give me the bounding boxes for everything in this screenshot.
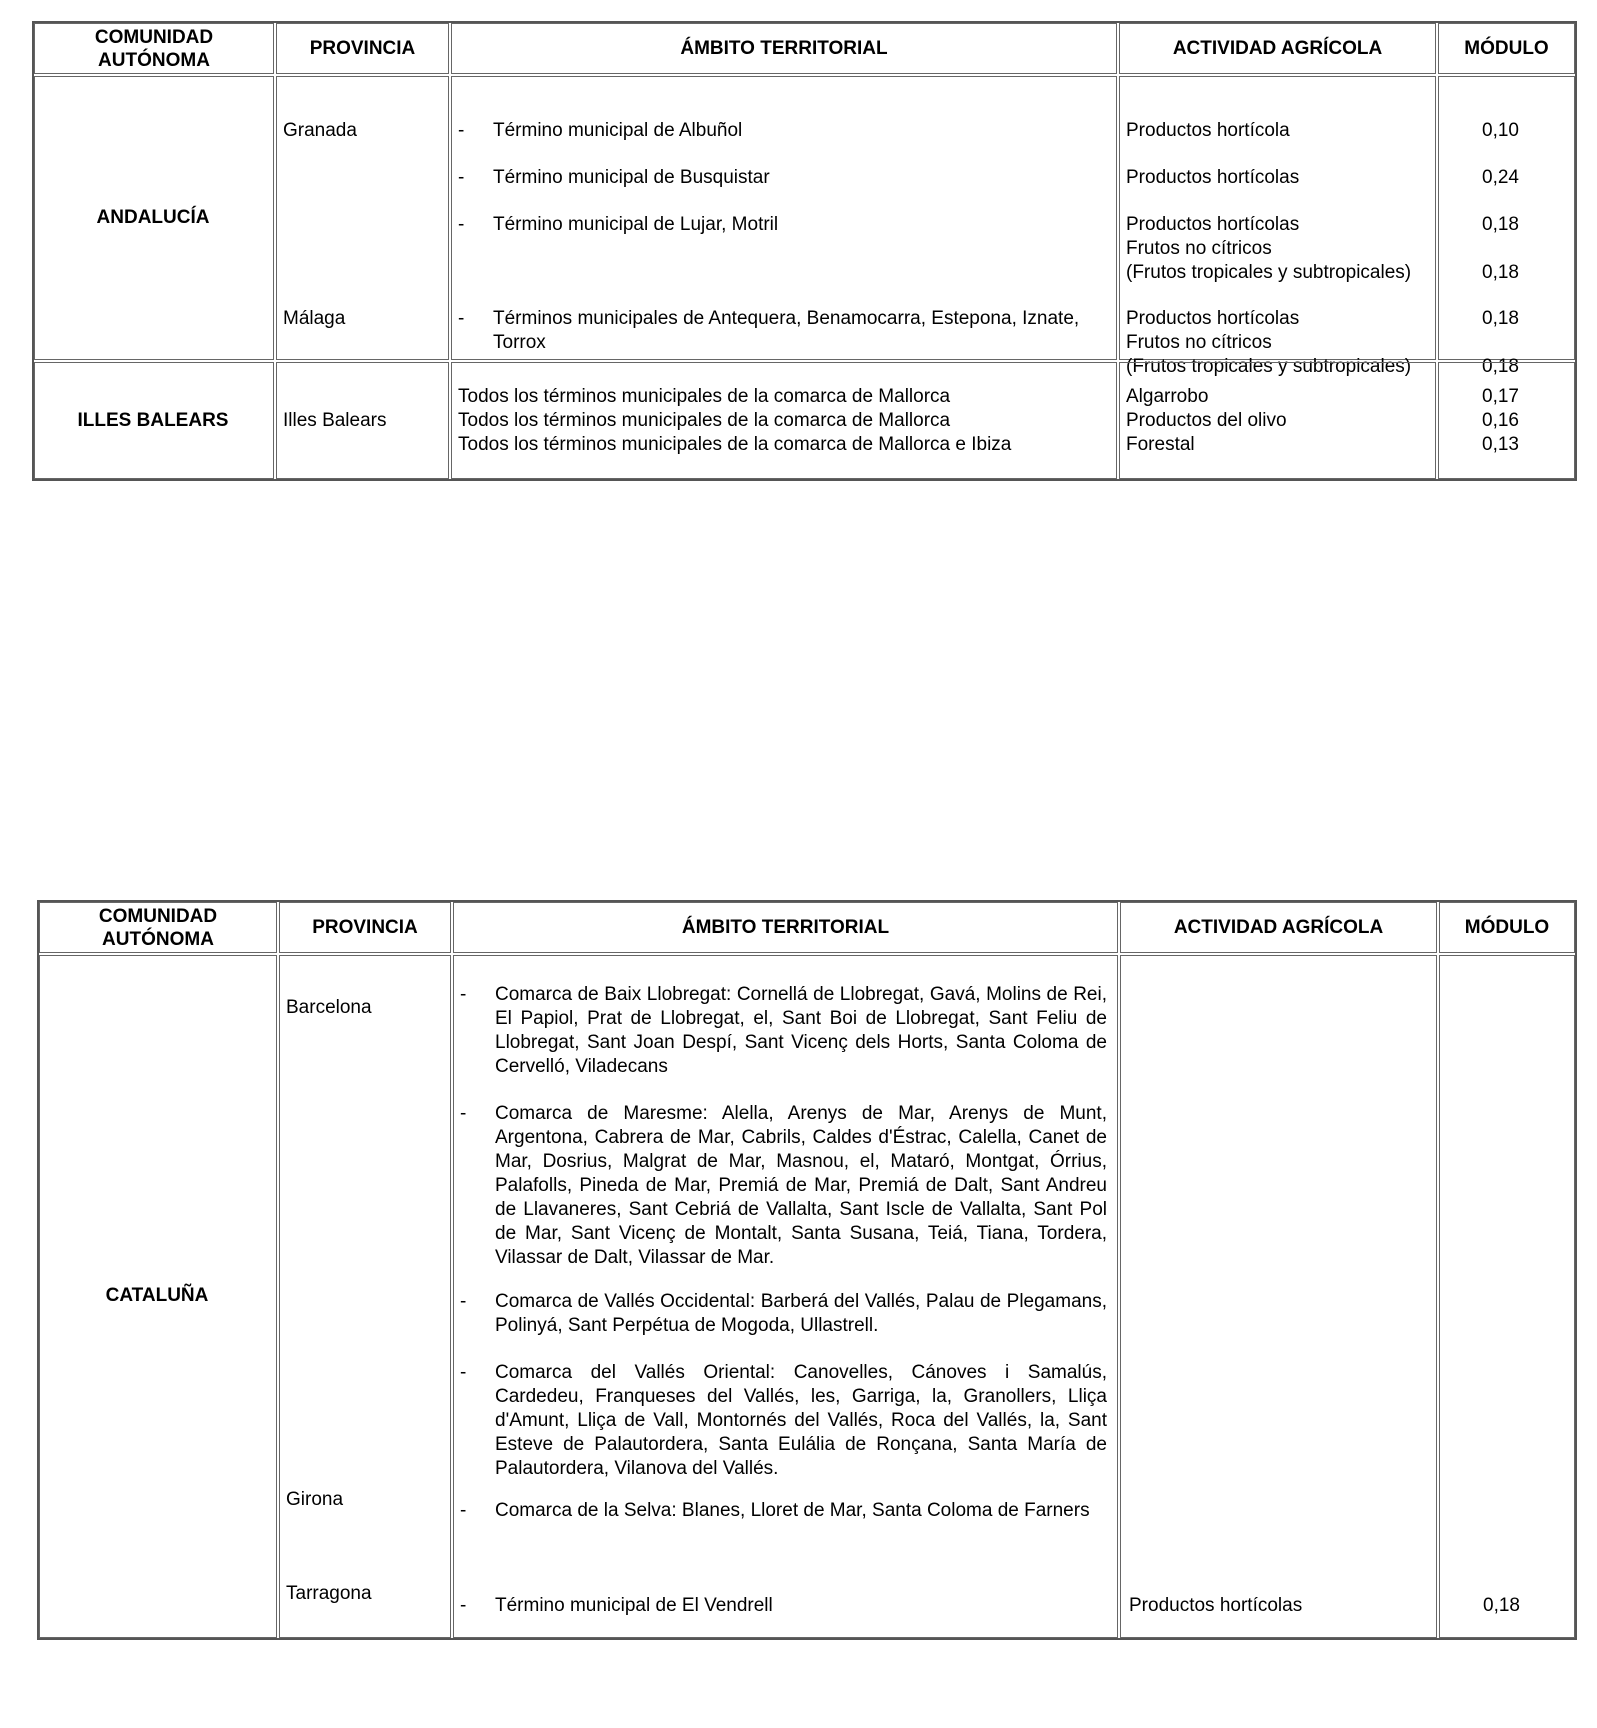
header-actividad: ACTIVIDAD AGRÍCOLA [1119,23,1436,74]
header-provincia: PROVINCIA [276,23,449,74]
cell-comunidad-andalucia [34,76,274,360]
cell-actividad-baleares [1119,362,1436,479]
header-modulo: MÓDULO [1439,902,1575,953]
cell-modulo-andalucia [1438,76,1575,377]
modulo-value: 0,18 [1482,262,1519,283]
comarca-valles-occidental: Comarca de Vallés Occidental: Barberá del Vallés, Palau de Plegamans, Polinyá, Sant Perpétua de Mogoda, Ullastrell. [495,1291,1107,1336]
ambito-busquistar: Término municipal de Busquistar [493,167,770,188]
cell-ambito-cataluna [453,955,1118,1638]
ambito-lujar-motril: Término municipal de Lujar, Motril [493,214,779,235]
header-comunidad-line2: AUTÓNOMA [98,49,210,71]
header-comunidad [34,23,274,74]
comunidad-cataluna: CATALUÑA [105,1285,209,1306]
modulo-value: 0,18 [1482,308,1519,329]
modulo-value: 0,24 [1482,167,1519,188]
comunidad-andalucia: ANDALUCÍA [96,207,210,228]
modulo-value: 0,16 [1482,410,1519,431]
header-modulo: MÓDULO [1438,23,1575,74]
actividad-text: Frutos no cítricos [1126,332,1272,353]
provincia-illes-balears: Illes Balears [283,410,387,431]
cell-modulo-baleares [1438,362,1575,479]
cell-modulo-cataluna [1439,955,1575,1638]
actividad-text: Algarrobo [1126,386,1209,407]
modulo-value: 0,18 [1482,214,1519,235]
cell-provincia-andalucia [276,76,449,360]
modulo-value: 0,18 [1483,1595,1520,1616]
comarca-selva: Comarca de la Selva: Blanes, Lloret de Mar, Santa Coloma de Farners [495,1500,1090,1521]
header-comunidad-line1: COMUNIDAD [94,26,214,48]
provincia-granada: Granada [283,120,357,141]
modulo-value: 0,17 [1482,386,1519,407]
cell-actividad-andalucia [1119,76,1436,377]
provincia-malaga: Málaga [283,308,346,329]
provincia-tarragona: Tarragona [286,1583,372,1604]
ambito-albunol: Término municipal de Albuñol [493,120,743,141]
comarca-maresme: Comarca de Maresme: Alella, Arenys de Mar, Arenys de Munt, Argentona, Cabrera de Mar, Cabrils, Caldes d'Éstrac, Calella, Canet de Mar, Dosrius, Malgrat de Mar, Masnou, el, Mataró, Montgat, Órrius, Palafolls, Pineda de Mar, Premiá de Mar, Premiá de Dalt, Sant Andreu de Llavaneres, Sant Cebriá de Vallalta, Sant Iscle de Vallalta, Sant Pol de Mar, Sant Vicenç de Montalt, Santa Susana, Teiá, Tiana, Tordera, Vilassar de Dalt, Vilassar de Mar. [495,1103,1107,1268]
cell-comunidad-cataluna [39,955,277,1638]
header-comunidad-line1: COMUNIDAD [98,905,218,927]
comarca-valles-oriental: Comarca del Vallés Oriental: Canovelles, Cánoves i Samalús, Cardedeu, Franqueses del Vallés, les, Garriga, la, Granollers, Lliça d'Amunt, Lliça de Vall, Montornés del Vallés, Roca del Vallés, la, Sant Esteve de Palautordera, Santa Eulália de Ronçana, Santa María de Palautordera, Vilanova del Vallés. [495,1362,1107,1479]
actividad-text: Productos hortícolas [1126,308,1300,329]
header-ambito: ÁMBITO TERRITORIAL [451,23,1117,74]
actividad-text: Frutos no cítricos [1126,238,1272,259]
ambito-el-vendrell: Término municipal de El Vendrell [495,1595,773,1616]
bullet-dash: - [458,214,465,235]
bullet-dash: - [458,308,465,329]
header-comunidad-line2: AUTÓNOMA [102,928,214,950]
ambito-mallorca: Todos los términos municipales de la comarca de Mallorca [458,386,951,407]
table-cataluna [37,900,1577,1640]
ambito-mallorca-ibiza: Todos los términos municipales de la comarca de Mallorca e Ibiza [458,434,1012,455]
modulo-value: 0,18 [1482,356,1519,377]
cell-comunidad-baleares [34,362,274,479]
modulo-value: 0,13 [1482,434,1519,455]
comarca-baix-llobregat: Comarca de Baix Llobregat: Cornellá de Llobregat, Gavá, Molins de Rei, El Papiol, Prat de Llobregat, el, Sant Boi de Llobregat, Sant Feliu de Llobregat, Sant Joan Despí, Sant Vicenç dels Horts, Santa Coloma de Cervelló, Viladecans [495,984,1107,1077]
bullet-dash: - [460,1103,467,1124]
provincia-girona: Girona [286,1489,344,1510]
actividad-text: Productos hortícolas [1126,214,1300,235]
bullet-dash: - [460,1500,467,1521]
comunidad-baleares: ILLES BALEARS [77,410,229,431]
actividad-text: (Frutos tropicales y subtropicales) [1126,356,1412,377]
bullet-dash: - [458,167,465,188]
header-provincia: PROVINCIA [279,902,451,953]
actividad-text: Forestal [1126,434,1195,455]
cell-ambito-andalucia [451,76,1117,360]
header-ambito: ÁMBITO TERRITORIAL [453,902,1118,953]
actividad-text: Productos hortícolas [1126,167,1300,188]
cell-provincia-baleares [276,362,449,479]
bullet-dash: - [460,1362,467,1383]
header-comunidad [39,902,277,953]
actividad-text: Productos hortícolas [1129,1595,1303,1616]
bullet-dash: - [458,120,465,141]
header-actividad: ACTIVIDAD AGRÍCOLA [1120,902,1437,953]
bullet-dash: - [460,1595,467,1616]
bullet-dash: - [460,984,467,1005]
table-andalucia-baleares [32,21,1577,481]
cell-ambito-baleares [451,362,1117,479]
ambito-mallorca: Todos los términos municipales de la comarca de Mallorca [458,410,951,431]
actividad-text: (Frutos tropicales y subtropicales) [1126,262,1412,283]
bullet-dash: - [460,1291,467,1312]
modulo-value: 0,10 [1482,120,1519,141]
cell-provincia-cataluna [279,955,451,1638]
cell-actividad-cataluna [1120,955,1437,1638]
actividad-text: Productos del olivo [1126,410,1287,431]
actividad-text: Productos hortícola [1126,120,1290,141]
ambito-torrox: Torrox [493,332,546,353]
provincia-barcelona: Barcelona [286,997,372,1018]
ambito-antequera: Términos municipales de Antequera, Benamocarra, Estepona, Iznate, [493,308,1080,329]
